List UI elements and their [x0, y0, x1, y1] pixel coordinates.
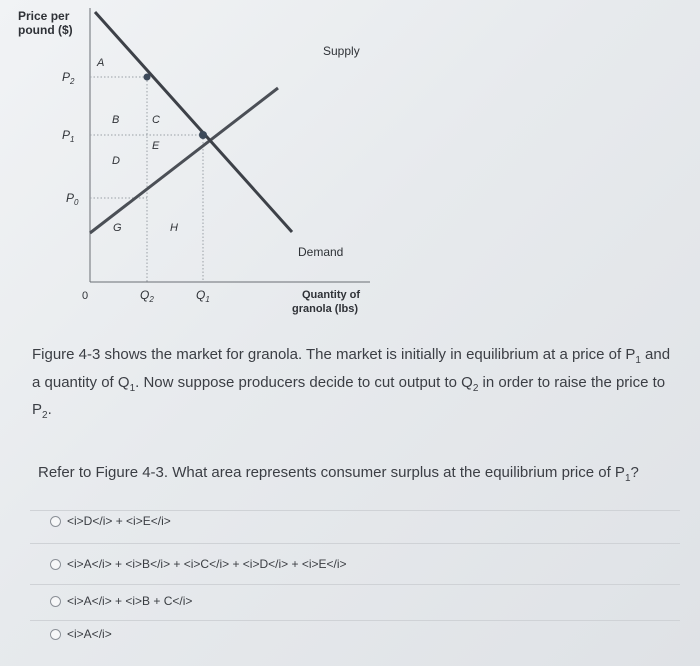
divider: [30, 620, 680, 621]
demand-curve: [95, 12, 292, 232]
y-axis-label-line1: Price per: [18, 9, 70, 23]
option-4[interactable]: [50, 627, 112, 641]
option-1-label: <i>D</i> + <i>E</i>: [67, 514, 171, 528]
area-label-h: H: [170, 222, 178, 234]
area-label-b: B: [112, 114, 120, 126]
option-1[interactable]: [50, 514, 171, 528]
equilibrium-point: [199, 131, 207, 139]
price-label-p1: $P_1$: [62, 128, 75, 144]
y-axis-label-line2: pound ($): [18, 23, 73, 37]
divider: [30, 584, 680, 585]
price-label-p0: $P_0$: [66, 191, 79, 207]
price-label-p2: $P_2$: [62, 70, 75, 86]
radio-icon[interactable]: [50, 596, 61, 607]
option-3-label: <i>A</i> + <i>B + C</i>: [67, 594, 193, 608]
quantity-label-q2: $Q_2$: [140, 288, 154, 304]
x-axis-label-line1: Quantity of: [302, 289, 361, 301]
question-text: Refer to Figure 4-3. What area represents consumer surplus at the equilibrium price of $P_1$?: [38, 464, 639, 484]
area-label-g: G: [113, 222, 122, 234]
radio-icon[interactable]: [50, 516, 61, 527]
divider: [30, 543, 680, 544]
supply-label: Supply: [323, 44, 360, 58]
option-2[interactable]: [50, 557, 347, 571]
divider: [30, 510, 680, 511]
area-label-c: C: [152, 114, 160, 126]
origin-label: 0: [82, 290, 89, 302]
radio-icon[interactable]: [50, 559, 61, 570]
option-2-label: <i>A</i> + <i>B</i> + <i>C</i> + <i>D</i> + <i>E</i>: [67, 557, 347, 571]
quantity-label-q1: $Q_1$: [196, 288, 210, 304]
supply-demand-figure: [0, 0, 420, 330]
intro-paragraph: Figure 4-3 shows the market for granola. The market is initially in equilibrium at a price of $P_1$ and a quantity of $Q_1$. Now suppose producers decide to cut output to $Q_2$ in order to raise the price to $P_2$.: [32, 346, 671, 421]
point-q2-p2: [144, 74, 151, 81]
figure-description: [32, 344, 682, 427]
demand-label: Demand: [298, 245, 344, 259]
option-4-label: <i>A</i>: [67, 627, 112, 641]
area-label-e: E: [152, 140, 160, 152]
area-label-a: A: [97, 57, 105, 69]
area-label-d: D: [112, 155, 120, 167]
radio-icon[interactable]: [50, 629, 61, 640]
option-3[interactable]: [50, 594, 192, 608]
x-axis-label-line2: granola (lbs): [292, 303, 359, 315]
